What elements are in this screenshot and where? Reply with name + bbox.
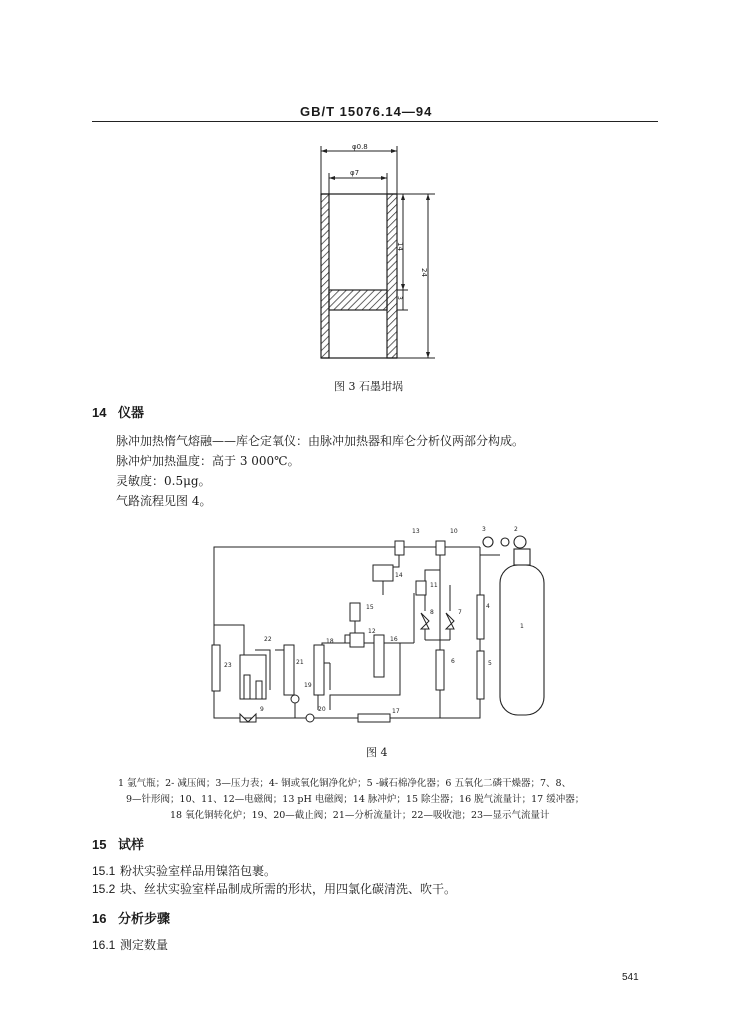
clause-16-1-number: 16.1 xyxy=(92,938,116,952)
fig4-label-9: 9 xyxy=(260,706,264,713)
figure4-gas-flow-diagram xyxy=(200,515,550,727)
fig4-label-23: 23 xyxy=(224,662,232,669)
page-number: 541 xyxy=(622,972,639,983)
fig4-label-11: 11 xyxy=(430,582,438,589)
section14-line-2: 脉冲炉加热温度：高于 3 000℃。 xyxy=(116,454,300,468)
section14-line-4: 气路流程见图 4。 xyxy=(116,494,212,508)
fig4-label-18: 18 xyxy=(326,638,334,645)
clause-15-2-number: 15.2 xyxy=(92,882,116,896)
clause-15-2 xyxy=(92,880,456,897)
fig4-label-19: 19 xyxy=(304,682,312,689)
fig4-label-17: 17 xyxy=(392,708,400,715)
figure4-legend xyxy=(118,776,638,824)
legend-line-2: 9—针形阀；10、11、12—电磁阀；13 pH 电磁阀；14 脉冲炉；15 除尘器；16 脱气流量计；17 缓冲器； xyxy=(126,794,585,805)
section15-title: 试样 xyxy=(118,838,145,853)
fig4-label-6: 6 xyxy=(451,658,455,665)
section14-title: 仪器 xyxy=(118,406,145,421)
section15-heading xyxy=(92,834,144,853)
fig4-label-21: 21 xyxy=(296,659,304,666)
clause-15-1-text: 粉状实验室样品用镍箔包裹。 xyxy=(120,864,277,878)
fig4-label-15: 15 xyxy=(366,604,374,611)
outer-diameter-label: φ0.8 xyxy=(352,143,368,151)
section14-line-1: 脉冲加热惰气熔融——库仑定氧仪：由脉冲加热器和库仑分析仪两部分构成。 xyxy=(116,434,525,448)
height-label: 24 xyxy=(420,268,428,277)
fig4-label-8: 8 xyxy=(430,609,434,616)
fig4-label-1: 1 xyxy=(520,623,524,630)
clause-15-2-text: 块、丝状实验室样品制成所需的形状，用四氯化碳清洗、吹干。 xyxy=(120,882,457,896)
clause-15-1 xyxy=(92,862,276,879)
section14-number: 14 xyxy=(92,405,107,420)
standard-number: GB/T 15076.14—94 xyxy=(300,104,433,119)
legend-line-3: 18 氧化铜转化炉；19、20—截止阀；21—分析流量计；22—吸收池；23—显示气流量计 xyxy=(170,810,550,821)
fig4-label-3: 3 xyxy=(482,526,486,533)
depth-label: 14 xyxy=(396,242,404,251)
section16-heading xyxy=(92,908,170,927)
section14-line-3: 灵敏度：0.5μg。 xyxy=(116,474,211,488)
figure3-caption: 图 3 石墨坩埚 xyxy=(334,380,403,393)
section16-title: 分析步骤 xyxy=(118,912,171,927)
fig4-label-20: 20 xyxy=(318,706,326,713)
fig4-label-5: 5 xyxy=(488,660,492,667)
fig4-label-13: 13 xyxy=(412,528,420,535)
fig4-label-2: 2 xyxy=(514,526,518,533)
fig4-label-16: 16 xyxy=(390,636,398,643)
fig4-label-7: 7 xyxy=(458,609,462,616)
fig4-label-10: 10 xyxy=(450,528,458,535)
fig4-label-4: 4 xyxy=(486,603,490,610)
clause-15-1-number: 15.1 xyxy=(92,864,116,878)
fig4-label-22: 22 xyxy=(264,636,272,643)
bottom-label: 3 xyxy=(396,296,403,300)
section15-number: 15 xyxy=(92,837,107,852)
clause-16-1 xyxy=(92,936,168,953)
fig4-label-14: 14 xyxy=(395,572,403,579)
header-rule xyxy=(92,121,658,122)
figure4-caption: 图 4 xyxy=(366,746,388,759)
section16-number: 16 xyxy=(92,911,107,926)
figure3-crucible-drawing xyxy=(300,138,450,370)
section14-heading xyxy=(92,402,144,421)
legend-line-1: 1 氩气瓶；2- 减压阀；3—压力表；4- 铜或氧化铜净化炉；5 -碱石棉净化器；6 五氧化二磷干燥器；7、8、 xyxy=(118,778,572,789)
clause-16-1-text: 测定数量 xyxy=(120,938,169,952)
inner-diameter-label: φ7 xyxy=(350,169,360,177)
fig4-label-12: 12 xyxy=(368,628,376,635)
